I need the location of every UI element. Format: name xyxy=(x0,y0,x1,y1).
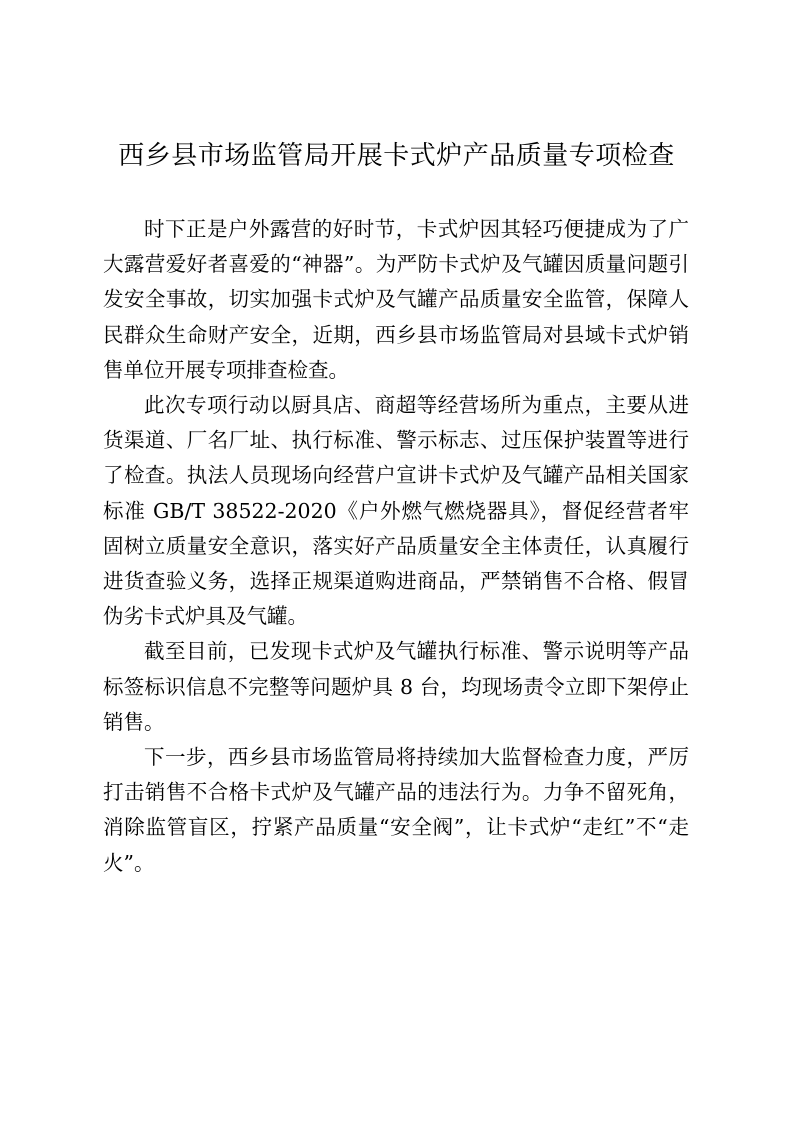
document-body xyxy=(103,212,689,881)
paragraph-4: 下一步，西乡县市场监管局将持续加大监督检查力度，严厉打击销售不合格卡式炉及气罐产品的违法行为。力争不留死角，消除监管盲区，拧紧产品质量“安全阀”，让卡式炉“走红”不“走火”。 xyxy=(103,745,689,875)
paragraph-3: 截至目前，已发现卡式炉及气罐执行标准、警示说明等产品标签标识信息不完整等问题炉具 8 台，均现场责令立即下架停止销售。 xyxy=(103,639,689,734)
document-title: 西乡县市场监管局开展卡式炉产品质量专项检查 xyxy=(118,141,675,171)
paragraph-1: 时下正是户外露营的好时节，卡式炉因其轻巧便捷成为了广大露营爱好者喜爱的“神器”。为严防卡式炉及气罐因质量问题引发安全事故，切实加强卡式炉及气罐产品质量安全监管，保障人民群众生命财产安全，近期，西乡县市场监管局对县域卡式炉销售单位开展专项排查检查。 xyxy=(103,217,689,382)
paragraph-2: 此次专项行动以厨具店、商超等经营场所为重点，主要从进货渠道、厂名厂址、执行标准、警示标志、过压保护装置等进行了检查。执法人员现场向经营户宣讲卡式炉及气罐产品相关国家标准 GB/T 38522-2020《户外燃气燃烧器具》，督促经营者牢固树立质量安全意识，落实好产品质量安全主体责任，认真履行进货查验义务，选择正规渠道购进商品，严禁销售不合格、假冒伪劣卡式炉具及气罐。 xyxy=(103,393,689,629)
